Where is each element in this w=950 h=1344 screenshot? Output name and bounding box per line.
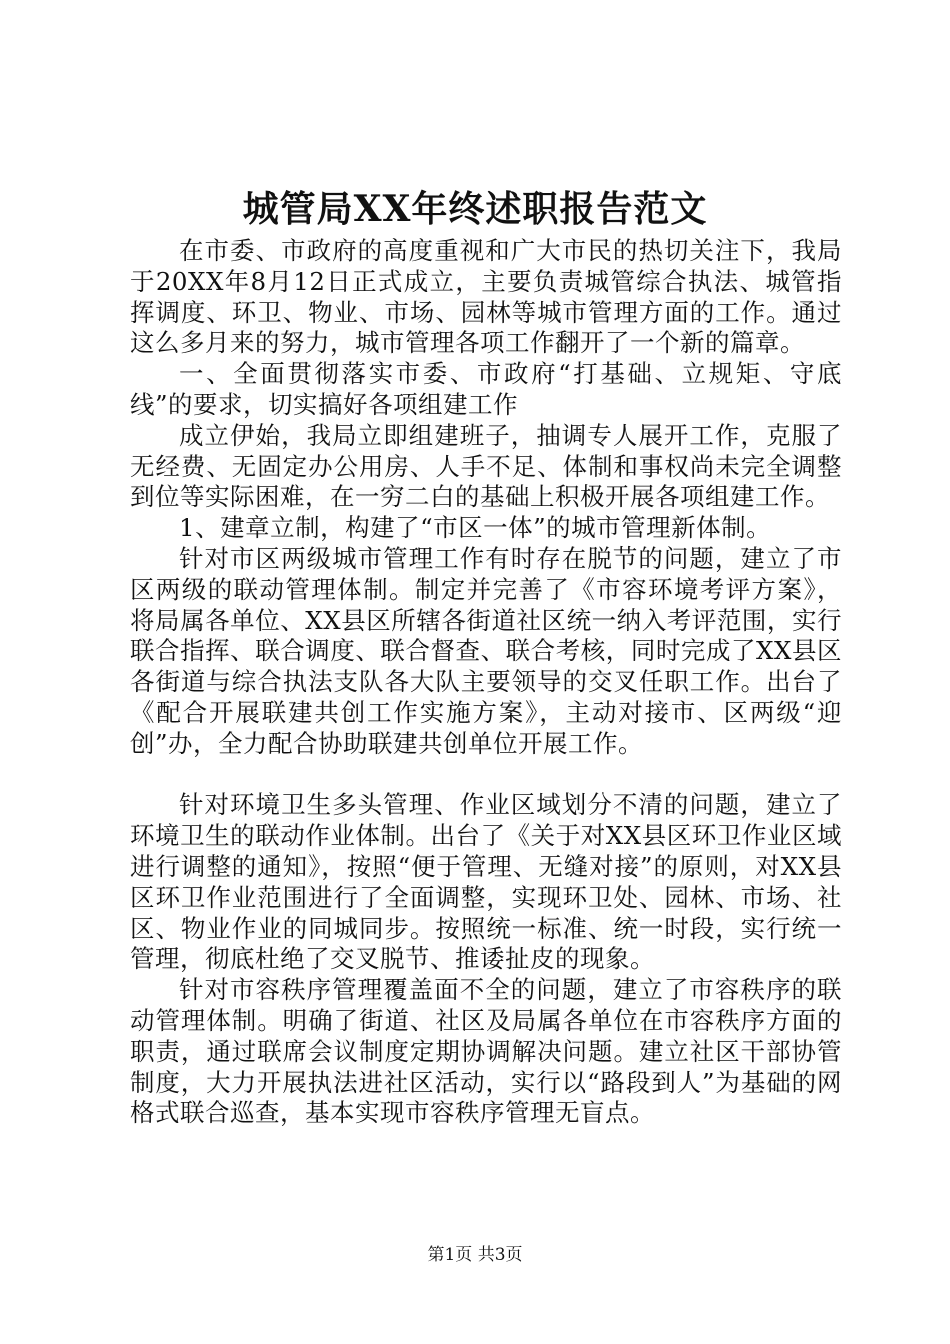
body-paragraph: 成立伊始，我局立即组建班子，抽调专人展开工作，克服了无经费、无固定办公用房、人手不足、体制和事权尚未完全调整到位等实际困难，在一穷二白的基础上积极开展各项组建工作。 — [130, 420, 842, 512]
body-paragraph: 针对市容秩序管理覆盖面不全的问题，建立了市容秩序的联动管理体制。明确了街道、社区及局属各单位在市容秩序方面的职责，通过联席会议制度定期协调解决问题。建立社区干部协管制度，大力开展执法进社区活动，实行以“路段到人”为基础的网格式联合巡查，基本实现市容秩序管理无盲点。 — [130, 975, 842, 1128]
body-paragraph: 针对环境卫生多头管理、作业区域划分不清的问题，建立了环境卫生的联动作业体制。出台了《关于对XX县区环卫作业区域进行调整的通知》，按照“便于管理、无缝对接”的原则，对XX县区环卫作业范围进行了全面调整，实现环卫处、园林、市场、社区、物业作业的同城同步。按照统一标准、统一时段，实行统一管理，彻底杜绝了交叉脱节、推诿扯皮的现象。 — [130, 790, 842, 974]
subsection-heading-1: 1、建章立制，构建了“市区一体”的城市管理新体制。 — [179, 513, 772, 543]
body-paragraph: 针对市区两级城市管理工作有时存在脱节的问题，建立了市区两级的联动管理体制。制定并完善了《市容环境考评方案》，将局属各单位、XX县区所辖各街道社区统一纳入考评范围，实行联合指挥、联合调度、联合督查、联合考核，同时完成了XX县区各街道与综合执法支队各大队主要领导的交叉任职工作。出台了《配合开展联建共创工作实施方案》，主动对接市、区两级“迎创”办，全力配合协助联建共创单位开展工作。 — [130, 543, 842, 758]
document-body — [130, 236, 842, 1129]
document-title: 城管局XX年终述职报告范文 — [242, 188, 708, 230]
section-heading-1: 一、全面贯彻落实市委、市政府“打基础、立规矩、守底线”的要求，切实搞好各项组建工作 — [130, 359, 842, 419]
page-number-footer: 第1页 共3页 — [427, 1245, 523, 1265]
intro-paragraph: 在市委、市政府的高度重视和广大市民的热切关注下，我局于20XX年8月12日正式成立，主要负责城管综合执法、城管指挥调度、环卫、物业、市场、园林等城市管理方面的工作。通过这么多月来的努力，城市管理各项工作翻开了一个新的篇章。 — [130, 236, 842, 358]
